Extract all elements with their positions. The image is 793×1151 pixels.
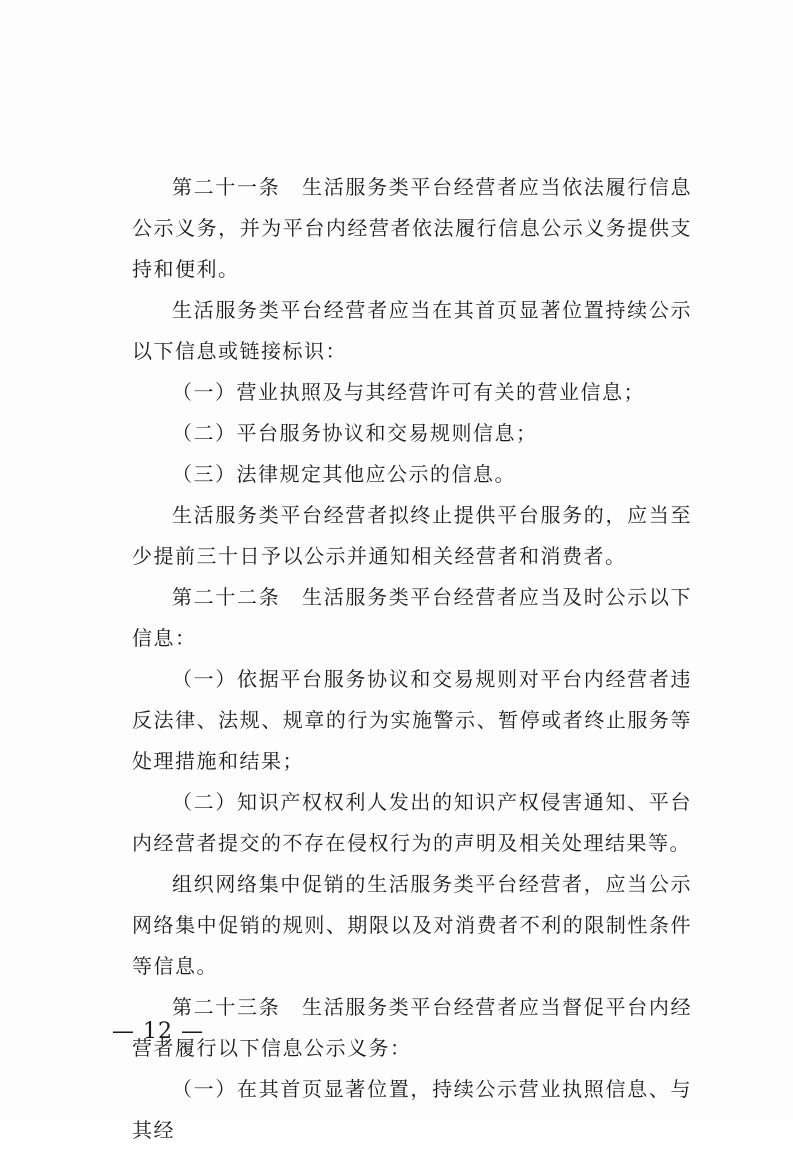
page-number: — 12 — <box>112 1019 204 1044</box>
paragraph-service-termination: 生活服务类平台经营者拟终止提供平台服务的，应当至少提前三十日予以公示并通知相关经营者和消费者。 <box>132 503 692 568</box>
paragraph-promotion-disclosure: 组织网络集中促销的生活服务类平台经营者，应当公示网络集中促销的规则、期限以及对消费者不利的限制性条件等信息。 <box>132 872 692 978</box>
list-item-other-legal-info: （三）法律规定其他应公示的信息。 <box>172 462 516 486</box>
list-item-service-agreement: （二）平台服务协议和交易规则信息； <box>172 421 538 445</box>
list-item-homepage-license-info: （一）在其首页显著位置，持续公示营业执照信息、与其经 <box>132 1077 692 1142</box>
paragraph-homepage-disclosure: 生活服务类平台经营者应当在其首页显著位置持续公示以下信息或链接标识： <box>132 298 692 363</box>
list-item-violation-measures: （一）依据平台服务协议和交易规则对平台内经营者违反法律、法规、规章的行为实施警示、暂停或者终止服务等处理措施和结果； <box>132 667 692 773</box>
list-item-ip-notices: （二）知识产权权利人发出的知识产权侵害通知、平台内经营者提交的不存在侵权行为的声明及相关处理结果等。 <box>132 790 692 855</box>
paragraph-article-23: 第二十三条 生活服务类平台经营者应当督促平台内经营者履行以下信息公示义务： <box>132 995 692 1060</box>
document-body <box>132 167 692 1151</box>
list-item-business-license: （一）营业执照及与其经营许可有关的营业信息； <box>172 380 645 404</box>
paragraph-article-22: 第二十二条 生活服务类平台经营者应当及时公示以下信息： <box>132 585 692 650</box>
paragraph-article-21: 第二十一条 生活服务类平台经营者应当依法履行信息公示义务，并为平台内经营者依法履行信息公示义务提供支持和便利。 <box>132 175 692 281</box>
